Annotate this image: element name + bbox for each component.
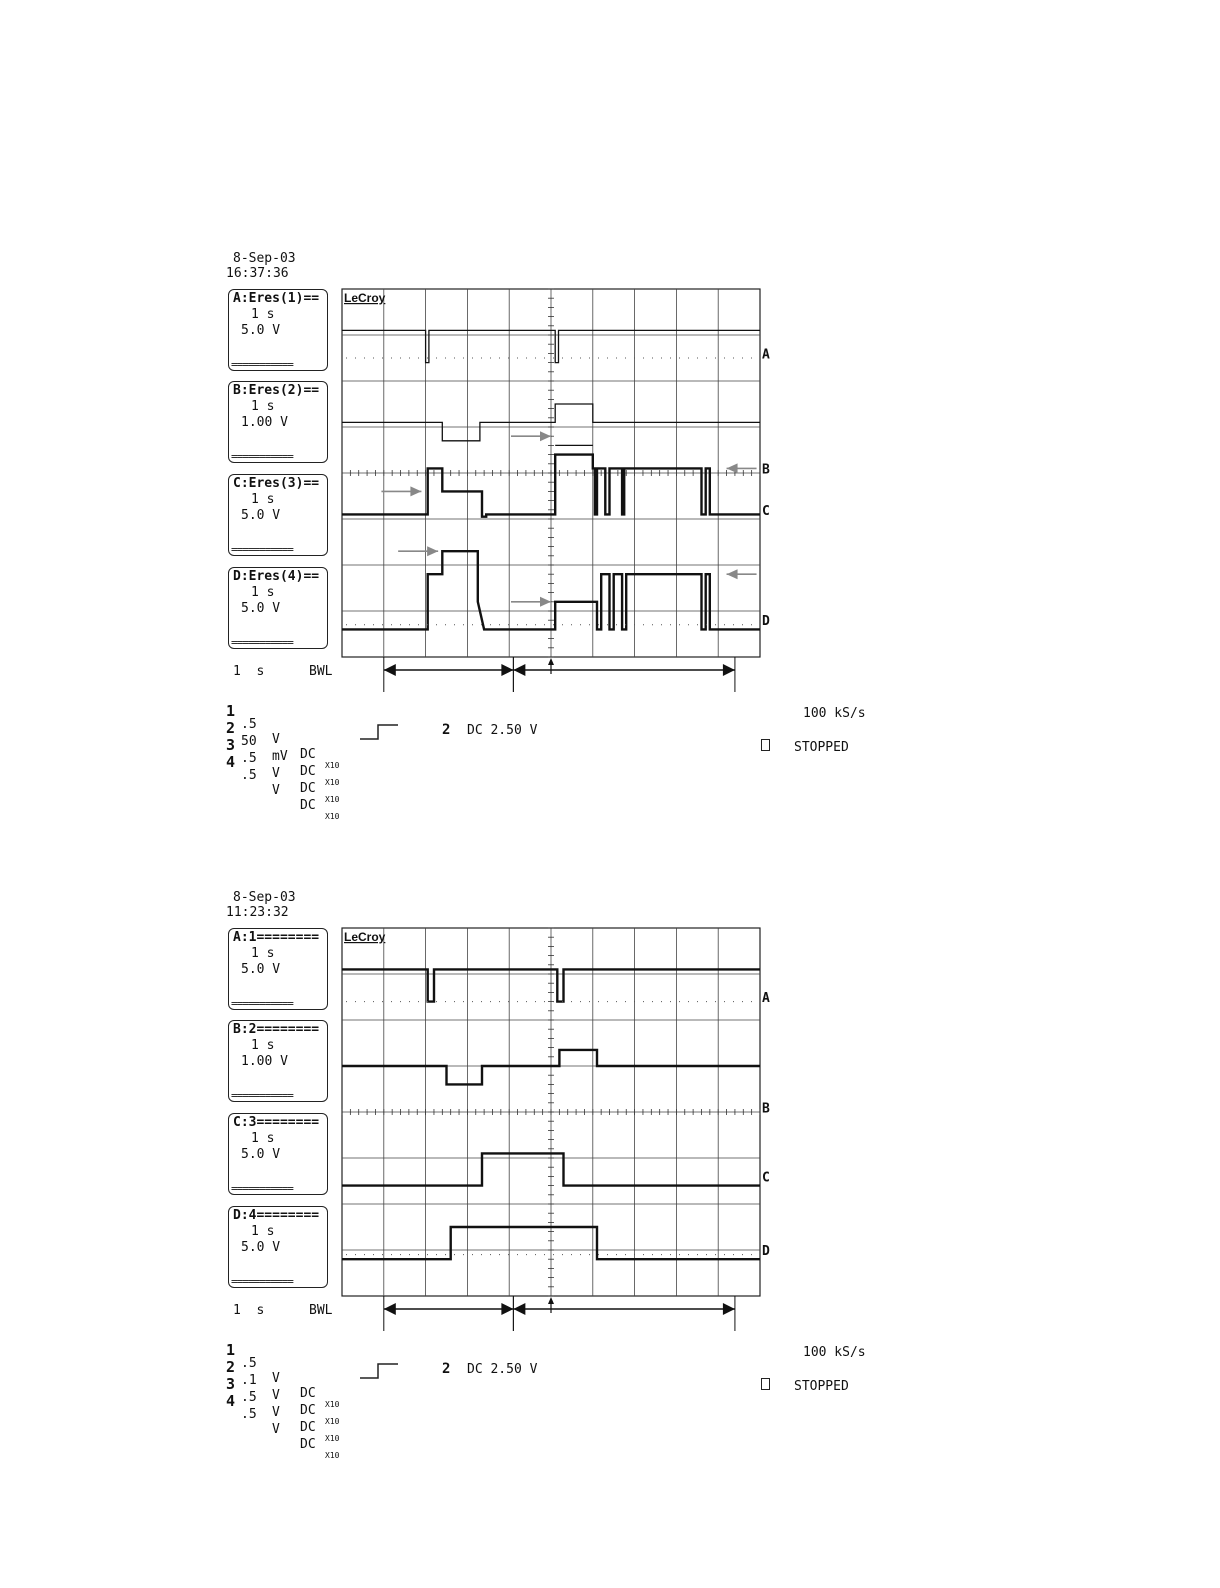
panel-title: D:4========: [233, 1208, 320, 1223]
panel-volts: 5.0 V: [241, 1240, 281, 1255]
bwl-indicator: BWL: [309, 664, 333, 679]
trigger-channel: 2: [442, 722, 451, 738]
trace-panel-d[interactable]: [228, 567, 328, 649]
panel-timebase: 1 s: [251, 1224, 275, 1239]
channel-coupling: DC: [300, 1386, 316, 1401]
channel-unit: V: [272, 766, 280, 781]
panel-timebase: 1 s: [251, 399, 275, 414]
channel-unit: mV: [272, 749, 288, 764]
trace-label-a: A: [762, 991, 770, 1006]
channel-unit: V: [272, 1422, 280, 1437]
trace-label-c: C: [762, 1170, 770, 1186]
trace-panel-b[interactable]: [228, 1020, 328, 1102]
channel-probe: X10: [325, 761, 340, 770]
scope-screenshot-bottom: [0, 884, 1220, 1460]
panel-volts: 1.00 V: [241, 1054, 288, 1069]
scope-display: [340, 287, 800, 707]
panel-footer: ===========: [231, 636, 293, 649]
panel-footer: ===========: [231, 1275, 293, 1288]
channel-number: 1: [226, 1341, 236, 1359]
panel-volts: 1.00 V: [241, 415, 288, 430]
channel-unit: V: [272, 1388, 280, 1403]
panel-title: B:2========: [233, 1022, 320, 1037]
channel-scale: .5: [241, 1356, 257, 1371]
channel-scale: .5: [241, 1407, 257, 1422]
channel-probe: X10: [325, 1400, 340, 1409]
panel-volts: 5.0 V: [241, 601, 281, 616]
channel-row-4: [226, 1377, 340, 1460]
panel-timebase: 1 s: [251, 585, 275, 600]
channel-number: 4: [226, 753, 236, 771]
interval-arrowhead-right: [723, 664, 735, 676]
panel-title: C:3========: [233, 1115, 320, 1130]
channel-row-3: [226, 1360, 340, 1443]
channel-unit: V: [272, 783, 280, 798]
trace-label-b: B: [762, 462, 770, 478]
panel-volts: 5.0 V: [241, 323, 281, 338]
channel-probe: X10: [325, 778, 340, 787]
interval-arrowhead-right: [501, 1303, 513, 1315]
panel-title: B:Eres(2)==: [233, 383, 320, 398]
channel-number: 3: [226, 736, 236, 754]
channel-coupling: DC: [300, 747, 316, 762]
trace-panel-a[interactable]: [228, 928, 328, 1010]
channel-unit: V: [272, 732, 280, 747]
panel-timebase: 1 s: [251, 1038, 275, 1053]
interval-arrowhead-left: [384, 1303, 396, 1315]
timebase-readout: 1 s: [233, 1303, 265, 1318]
trace-label-c: C: [762, 503, 770, 519]
channel-unit: V: [272, 1405, 280, 1420]
panel-volts: 5.0 V: [241, 962, 281, 977]
channel-scale: .1: [241, 1373, 257, 1388]
panel-timebase: 1 s: [251, 307, 275, 322]
channel-scale: 50: [241, 734, 257, 749]
channel-number: 2: [226, 719, 236, 737]
trace-label-d: D: [762, 1244, 770, 1259]
trigger-edge-icon: [358, 722, 402, 742]
channel-scale: .5: [241, 768, 257, 783]
interval-arrowhead-left: [384, 664, 396, 676]
stop-indicator-icon: [761, 739, 770, 751]
channel-scale: .5: [241, 717, 257, 732]
channel-coupling: DC: [300, 764, 316, 779]
channel-row-1: [226, 1326, 340, 1409]
channel-coupling: DC: [300, 1420, 316, 1435]
channel-probe: X10: [325, 1434, 340, 1443]
scope-display: [340, 926, 800, 1346]
channel-number: 4: [226, 1392, 236, 1410]
trace-panel-c[interactable]: [228, 1113, 328, 1195]
channel-coupling: DC: [300, 798, 316, 813]
channel-number: 2: [226, 1358, 236, 1376]
channel-number: 3: [226, 1375, 236, 1393]
trigger-level: DC 2.50 V: [467, 723, 538, 738]
trigger-level: DC 2.50 V: [467, 1362, 538, 1377]
channel-probe: X10: [325, 812, 340, 821]
panel-title: A:Eres(1)==: [233, 291, 320, 306]
channel-row-2: [226, 704, 340, 787]
channel-probe: X10: [325, 795, 340, 804]
panel-footer: ===========: [231, 543, 293, 556]
panel-volts: 5.0 V: [241, 1147, 281, 1162]
brand-logo: LeCroy: [344, 291, 386, 305]
panel-title: D:Eres(4)==: [233, 569, 320, 584]
panel-title: A:1========: [233, 930, 320, 945]
panel-volts: 5.0 V: [241, 508, 281, 523]
channel-probe: X10: [325, 1451, 340, 1460]
acquisition-status: STOPPED: [794, 740, 849, 755]
panel-footer: ===========: [231, 1182, 293, 1195]
trace-panel-d[interactable]: [228, 1206, 328, 1288]
channel-scale: .5: [241, 1390, 257, 1405]
stop-indicator-icon: [761, 1378, 770, 1390]
interval-arrowhead-left: [513, 1303, 525, 1315]
channel-probe: X10: [325, 1417, 340, 1426]
panel-timebase: 1 s: [251, 492, 275, 507]
sample-rate: 100 kS/s: [803, 706, 866, 721]
channel-row-2: [226, 1343, 340, 1426]
trace-label-d: D: [762, 614, 770, 630]
acquisition-status: STOPPED: [794, 1379, 849, 1394]
channel-unit: V: [272, 1371, 280, 1386]
interval-arrowhead-right: [723, 1303, 735, 1315]
trace-label-a: A: [762, 347, 770, 363]
channel-coupling: DC: [300, 1437, 316, 1452]
channel-number: 1: [226, 702, 236, 720]
interval-arrowhead-left: [513, 664, 525, 676]
capture-time: 11:23:32: [226, 905, 289, 920]
panel-footer: ===========: [231, 450, 293, 463]
trigger-edge-icon: [358, 1361, 402, 1381]
trace-panel-c[interactable]: [228, 474, 328, 556]
trace-panel-b[interactable]: [228, 381, 328, 463]
capture-date: 8-Sep-03: [233, 251, 296, 266]
bwl-indicator: BWL: [309, 1303, 333, 1318]
channel-coupling: DC: [300, 1403, 316, 1418]
capture-date: 8-Sep-03: [233, 890, 296, 905]
capture-time: 16:37:36: [226, 266, 289, 281]
channel-coupling: DC: [300, 781, 316, 796]
trace-panel-a[interactable]: [228, 289, 328, 371]
panel-footer: ===========: [231, 997, 293, 1010]
panel-timebase: 1 s: [251, 1131, 275, 1146]
sample-rate: 100 kS/s: [803, 1345, 866, 1360]
channel-scale: .5: [241, 751, 257, 766]
panel-title: C:Eres(3)==: [233, 476, 320, 491]
panel-footer: ===========: [231, 1089, 293, 1102]
panel-footer: ===========: [231, 358, 293, 371]
scope-screenshot-top: [0, 245, 1220, 821]
interval-arrowhead-right: [501, 664, 513, 676]
panel-timebase: 1 s: [251, 946, 275, 961]
trace-label-b: B: [762, 1101, 770, 1117]
brand-logo: LeCroy: [344, 930, 386, 944]
trigger-channel: 2: [442, 1361, 451, 1377]
timebase-readout: 1 s: [233, 664, 265, 679]
